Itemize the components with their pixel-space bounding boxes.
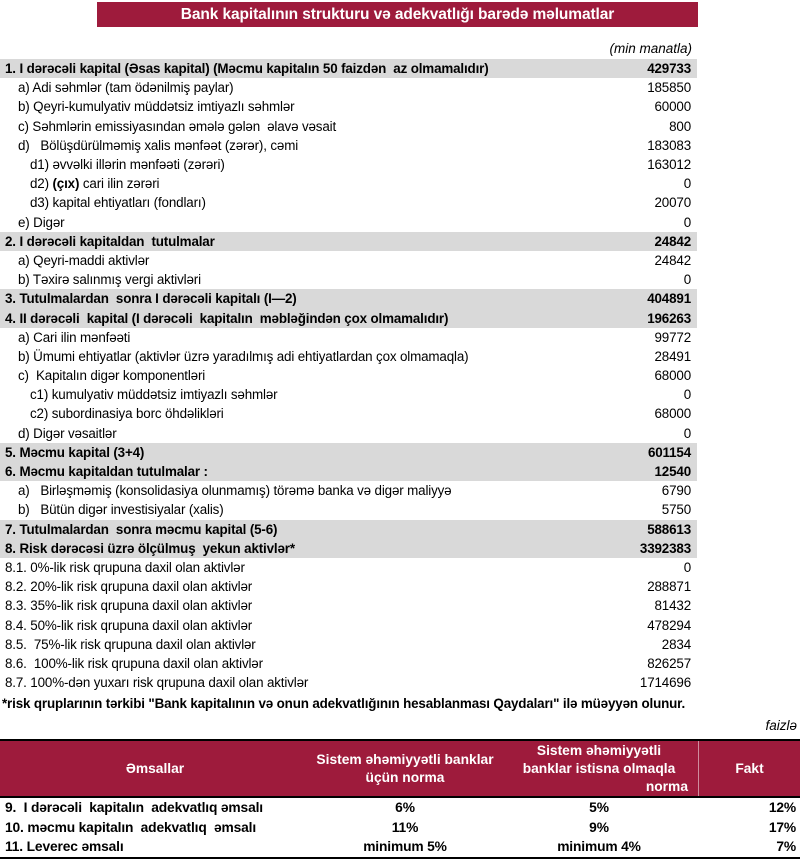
row-value: 826257 bbox=[647, 655, 691, 671]
row-value: 24842 bbox=[654, 233, 691, 249]
row-value: 81432 bbox=[654, 598, 691, 614]
row-value: 163012 bbox=[647, 157, 691, 173]
header-line: banklar istisna olmaqla bbox=[522, 760, 676, 776]
table-row bbox=[0, 155, 697, 174]
ratio-table bbox=[0, 739, 800, 859]
table-row bbox=[0, 328, 697, 347]
row-label: a) Cari ilin mənfəəti bbox=[18, 329, 131, 345]
row-value: 1714696 bbox=[639, 675, 691, 691]
ratio-norm-systemic: 6% bbox=[395, 800, 415, 816]
row-label: 5. Məcmu kapital (3+4) bbox=[5, 444, 145, 460]
row-label: d2) (çıx) cari ilin zərəri bbox=[30, 176, 160, 192]
row-label: b) Qeyri-kumulyativ müddətsiz imtiyazlı səhmlər bbox=[18, 99, 295, 115]
row-value: 3392383 bbox=[639, 540, 691, 556]
row-label: 8.3. 35%-lik risk qrupuna daxil olan aktivlər bbox=[5, 598, 253, 614]
row-value: 288871 bbox=[647, 579, 691, 595]
row-label: b) Bütün digər investisiyalar (xalis) bbox=[18, 502, 224, 518]
row-value: 183083 bbox=[647, 137, 691, 153]
header-emsallar bbox=[0, 741, 310, 796]
row-value: 68000 bbox=[654, 368, 691, 384]
capital-table bbox=[0, 59, 697, 692]
row-value: 68000 bbox=[654, 406, 691, 422]
table-row bbox=[0, 596, 697, 615]
row-value: 2834 bbox=[661, 636, 691, 652]
table-row bbox=[0, 615, 697, 634]
row-value: 0 bbox=[683, 214, 691, 230]
row-value: 6790 bbox=[661, 483, 691, 499]
table-row bbox=[0, 500, 697, 519]
table-row bbox=[0, 232, 697, 251]
row-label: b) Ümumi ehtiyatlar (aktivlər üzrə yaradılmış adi ehtiyatlardan çox olmamaqla) bbox=[18, 348, 469, 364]
ratio-fact: 7% bbox=[776, 839, 796, 855]
table-row bbox=[0, 136, 697, 155]
table-row bbox=[0, 270, 697, 289]
table-row bbox=[0, 347, 697, 366]
ratio-norm-non-systemic: 5% bbox=[589, 800, 609, 816]
row-label: 2. I dərəcəli kapitaldan tutulmalar bbox=[5, 233, 215, 249]
percent-note: faizlə bbox=[765, 718, 797, 734]
ratio-table-body bbox=[0, 798, 800, 857]
row-label: 7. Tutulmalardan sonra məcmu kapital (5-6) bbox=[5, 521, 278, 537]
row-label: a) Adi səhmlər (tam ödənilmiş paylar) bbox=[18, 80, 234, 96]
row-value: 196263 bbox=[647, 310, 691, 326]
header-fakt-label: Fakt bbox=[735, 760, 764, 776]
table-row bbox=[0, 539, 697, 558]
row-label: d) Bölüşdürülməmiş xalis mənfəət (zərər), cəmi bbox=[18, 137, 299, 153]
row-label: a) Qeyri-maddi aktivlər bbox=[18, 252, 150, 268]
row-value: 60000 bbox=[654, 99, 691, 115]
row-value: 429733 bbox=[647, 61, 691, 77]
row-label: d1) əvvəlki illərin mənfəəti (zərəri) bbox=[30, 157, 225, 173]
header-line: Sistem əhəmiyyətli banklar bbox=[316, 751, 494, 767]
ratio-row bbox=[0, 837, 800, 857]
table-row bbox=[0, 59, 697, 78]
row-label: 8.2. 20%-lik risk qrupuna daxil olan aktivlər bbox=[5, 579, 253, 595]
table-row bbox=[0, 78, 697, 97]
row-value: 5750 bbox=[661, 502, 691, 518]
row-value: 478294 bbox=[647, 617, 691, 633]
row-label: 1. I dərəcəli kapital (Əsas kapital) (Məcmu kapitalın 50 faizdən az olmamalıdır) bbox=[5, 61, 489, 77]
ratio-label: 9. I dərəcəli kapitalın adekvatlıq əmsalı bbox=[5, 800, 263, 816]
row-label: 4. II dərəcəli kapital (I dərəcəli kapitalın məbləğindən çox olmamalıdır) bbox=[5, 310, 449, 326]
row-value: 28491 bbox=[654, 348, 691, 364]
row-value: 800 bbox=[669, 118, 691, 134]
row-label: c1) kumulyativ müddətsiz imtiyazlı səhmlər bbox=[30, 387, 278, 403]
header-line: norma bbox=[645, 778, 688, 794]
report-title: Bank kapitalının strukturu və adekvatlığı barədə məlumatlar bbox=[97, 2, 698, 27]
ratio-norm-non-systemic: minimum 4% bbox=[557, 839, 641, 855]
table-row bbox=[0, 520, 697, 539]
row-label: e) Digər bbox=[18, 214, 65, 230]
table-row bbox=[0, 424, 697, 443]
row-label: c) Səhmlərin emissiyasından əmələ gələn əlavə vəsait bbox=[18, 118, 337, 134]
header-emsallar-label: Əmsallar bbox=[125, 760, 185, 776]
ratio-norm-systemic: 11% bbox=[391, 819, 419, 835]
row-label: d) Digər vəsaitlər bbox=[18, 425, 117, 441]
header-line: üçün norma bbox=[365, 769, 445, 785]
table-row bbox=[0, 289, 697, 308]
table-row bbox=[0, 97, 697, 116]
row-value: 24842 bbox=[654, 252, 691, 268]
row-value: 99772 bbox=[654, 329, 691, 345]
ratio-fact: 17% bbox=[768, 819, 796, 835]
row-value: 0 bbox=[683, 559, 691, 575]
row-label: 6. Məcmu kapitaldan tutulmalar : bbox=[5, 464, 208, 480]
table-row bbox=[0, 404, 697, 423]
row-value: 0 bbox=[683, 272, 691, 288]
ratio-label: 11. Leverec əmsalı bbox=[5, 839, 124, 855]
table-row bbox=[0, 213, 697, 232]
unit-note: (min manatla) bbox=[609, 41, 692, 56]
ratio-row bbox=[0, 798, 800, 818]
row-label: b) Təxirə salınmış vergi aktivləri bbox=[18, 272, 201, 288]
row-value: 0 bbox=[683, 425, 691, 441]
ratio-label: 10. məcmu kapitalın adekvatlıq əmsalı bbox=[5, 819, 257, 835]
ratio-norm-systemic: minimum 5% bbox=[363, 839, 447, 855]
header-line: Sistem əhəmiyyətli bbox=[536, 742, 662, 758]
table-row bbox=[0, 443, 697, 462]
row-label: 8.5. 75%-lik risk qrupuna daxil olan aktivlər bbox=[5, 636, 256, 652]
row-label: d3) kapital ehtiyatları (fondları) bbox=[30, 195, 206, 211]
table-row bbox=[0, 366, 697, 385]
ratio-norm-non-systemic: 9% bbox=[589, 819, 609, 835]
table-row bbox=[0, 251, 697, 270]
row-value: 12540 bbox=[654, 464, 691, 480]
row-label: 8.1. 0%-lik risk qrupuna daxil olan aktivlər bbox=[5, 559, 245, 575]
row-value: 20070 bbox=[654, 195, 691, 211]
row-label: 8.6. 100%-lik risk qrupuna daxil olan aktivlər bbox=[5, 655, 263, 671]
header-fakt bbox=[698, 741, 800, 796]
row-label: 3. Tutulmalardan sonra I dərəcəli kapitalı (I—2) bbox=[5, 291, 297, 307]
table-row bbox=[0, 193, 697, 212]
table-row bbox=[0, 462, 697, 481]
table-row bbox=[0, 673, 697, 692]
row-label: c2) subordinasiya borc öhdəlikləri bbox=[30, 406, 224, 422]
row-label: c) Kapitalın digər komponentləri bbox=[18, 368, 206, 384]
row-value: 0 bbox=[683, 387, 691, 403]
ratio-fact: 12% bbox=[768, 800, 796, 816]
table-row bbox=[0, 385, 697, 404]
table-row bbox=[0, 308, 697, 327]
table-row bbox=[0, 654, 697, 673]
header-norm-systemic bbox=[310, 741, 500, 796]
table-row bbox=[0, 481, 697, 500]
row-value: 601154 bbox=[647, 444, 691, 460]
table-row bbox=[0, 558, 697, 577]
footnote: *risk qruplarının tərkibi "Bank kapitalının və onun adekvatlığının hesablanması Qaydaları" ilə müəyyən olunur. bbox=[2, 696, 686, 712]
ratio-table-header bbox=[0, 741, 800, 798]
row-label: a) Birləşməmiş (konsolidasiya olunmamış) törəmə banka və digər maliyyə bbox=[18, 483, 452, 499]
row-label: 8. Risk dərəcəsi üzrə ölçülmuş yekun aktivlər* bbox=[5, 540, 295, 556]
row-value: 588613 bbox=[647, 521, 691, 537]
table-row bbox=[0, 635, 697, 654]
header-norm-non-systemic bbox=[500, 741, 698, 796]
table-row bbox=[0, 577, 697, 596]
table-row bbox=[0, 174, 697, 193]
row-value: 404891 bbox=[647, 291, 691, 307]
row-label: 8.4. 50%-lik risk qrupuna daxil olan aktivlər bbox=[5, 617, 253, 633]
row-value: 185850 bbox=[647, 80, 691, 96]
ratio-row bbox=[0, 818, 800, 838]
table-row bbox=[0, 117, 697, 136]
row-label: 8.7. 100%-dən yuxarı risk qrupuna daxil olan aktivlər bbox=[5, 675, 309, 691]
row-value: 0 bbox=[683, 176, 691, 192]
